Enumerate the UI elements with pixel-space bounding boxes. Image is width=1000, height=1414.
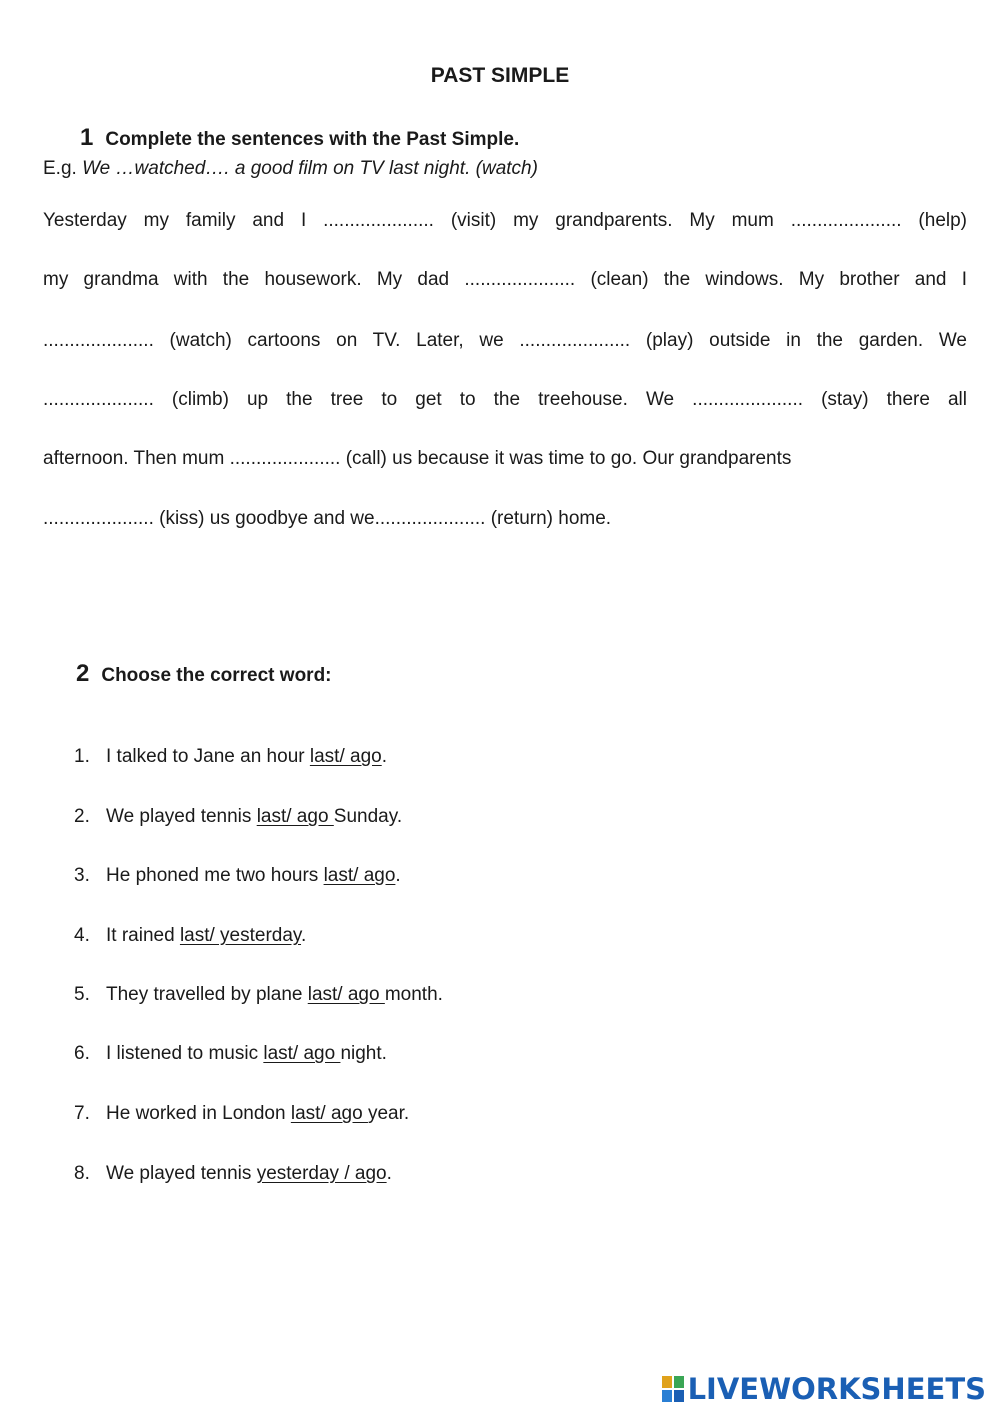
exercise-line: ..................... (watch) cartoons on TV. Later, we ..................... (play) outside in the garden. We bbox=[43, 330, 967, 351]
section-2-number: 2 bbox=[76, 660, 90, 687]
item-number: 3. bbox=[74, 865, 90, 886]
word-choice[interactable]: yesterday / ago bbox=[256, 1163, 387, 1184]
list-item bbox=[74, 746, 387, 768]
example-text: We …watched…. a good film on TV last night. (watch) bbox=[82, 158, 538, 179]
word-choice[interactable]: last/ yesterday bbox=[179, 925, 302, 946]
word-choice[interactable]: last/ ago bbox=[307, 984, 385, 1005]
list-item bbox=[74, 984, 443, 1006]
item-text: I talked to Jane an hour bbox=[106, 746, 310, 767]
item-text-end: Sunday. bbox=[333, 806, 403, 827]
example-sentence bbox=[43, 158, 538, 180]
item-text-end: . bbox=[386, 1163, 392, 1184]
item-text-end: night. bbox=[340, 1043, 387, 1064]
page-title: PAST SIMPLE bbox=[430, 64, 570, 87]
exercise-line: afternoon. Then mum ..................... (call) us because it was time to go. Our grandparents bbox=[43, 448, 792, 469]
exercise-line: ..................... (climb) up the tree to get to the treehouse. We ..................... (stay) there all bbox=[43, 389, 967, 410]
section-1-heading bbox=[80, 124, 519, 152]
word-choice[interactable]: last/ ago bbox=[323, 865, 396, 886]
item-number: 7. bbox=[74, 1103, 90, 1124]
list-item bbox=[74, 1043, 387, 1065]
exercise-line: Yesterday my family and I ..................... (visit) my grandparents. My mum ..................... (help) bbox=[43, 210, 967, 231]
item-text-end: . bbox=[381, 746, 387, 767]
list-item bbox=[74, 865, 401, 887]
list-item bbox=[74, 1103, 409, 1125]
list-item bbox=[74, 925, 306, 947]
liveworksheets-logo[interactable] bbox=[662, 1372, 986, 1406]
word-choice[interactable]: last/ ago bbox=[263, 1043, 341, 1064]
exercise-line: my grandma with the housework. My dad ..................... (clean) the windows. My brother and I bbox=[43, 269, 967, 290]
list-item bbox=[74, 806, 402, 828]
item-text-end: . bbox=[301, 925, 307, 946]
item-text: I listened to music bbox=[106, 1043, 264, 1064]
section-2-title: Choose the correct word: bbox=[101, 665, 332, 686]
word-choice[interactable]: last/ ago bbox=[309, 746, 382, 767]
section-1-number: 1 bbox=[80, 124, 94, 151]
item-number: 1. bbox=[74, 746, 90, 767]
example-prefix: E.g. bbox=[43, 158, 77, 179]
section-2-heading bbox=[76, 660, 332, 688]
word-choice[interactable]: last/ ago bbox=[256, 806, 334, 827]
item-text-end: year. bbox=[367, 1103, 410, 1124]
item-number: 4. bbox=[74, 925, 90, 946]
item-number: 5. bbox=[74, 984, 90, 1005]
item-text: He phoned me two hours bbox=[106, 865, 324, 886]
item-text-end: month. bbox=[384, 984, 443, 1005]
item-text: We played tennis bbox=[106, 806, 257, 827]
item-text: He worked in London bbox=[106, 1103, 291, 1124]
exercise-line: ..................... (kiss) us goodbye and we..................... (return) home. bbox=[43, 508, 612, 529]
list-item bbox=[74, 1163, 392, 1185]
item-number: 2. bbox=[74, 806, 90, 827]
logo-text: LIVEWORKSHEETS bbox=[687, 1372, 986, 1406]
item-text: They travelled by plane bbox=[106, 984, 308, 1005]
item-text-end: . bbox=[395, 865, 401, 886]
item-number: 6. bbox=[74, 1043, 90, 1064]
liveworksheets-logo-icon bbox=[662, 1376, 684, 1402]
item-text: We played tennis bbox=[106, 1163, 257, 1184]
word-choice[interactable]: last/ ago bbox=[290, 1103, 368, 1124]
item-number: 8. bbox=[74, 1163, 90, 1184]
section-1-title: Complete the sentences with the Past Simple. bbox=[105, 129, 520, 150]
item-text: It rained bbox=[106, 925, 180, 946]
